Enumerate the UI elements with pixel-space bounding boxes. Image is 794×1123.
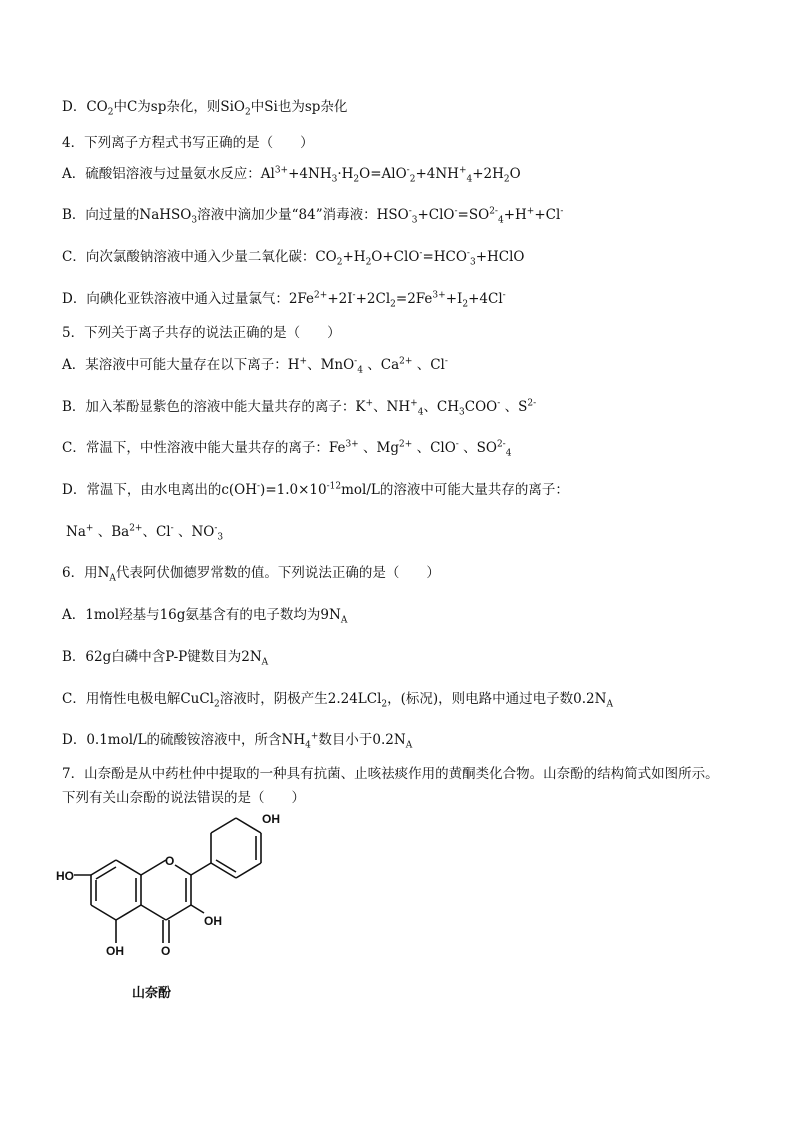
option-6a: A．1mol羟基与16g氨基含有的电子数均为$9N_A$ <box>62 607 348 626</box>
bond <box>191 905 204 913</box>
option-5a: A．某溶液中可能大量存在以下离子：H+、MnO-$_4$ 、$Ca^{2+}$ 、Cl- <box>62 356 448 376</box>
bond <box>175 865 191 875</box>
option-5b: B．加入苯酚显紫色的溶液中能大量共存的离子：K+、$NH^+_4$、$CH_3COO^-$ 、$S^{2-}$ <box>62 398 537 418</box>
question-4: 4．下列离子方程式书写正确的是（ ） <box>62 135 314 151</box>
option-4b: B．向过量的NaHSO$_3$溶液中滴加少量“84”消毒液：$HSO^-_3+ClO^-=SO^{2-}_4+H^++Cl^-$ <box>62 206 564 226</box>
question-6: 6．用$N_A$代表阿伏伽德罗常数的值。下列说法正确的是（ ） <box>62 565 440 584</box>
label-o-keto: O <box>161 944 171 958</box>
bond <box>141 860 166 875</box>
option-4d: D．向碘化亚铁溶液中通入过量氯气：$2Fe^{2+}+2I^-+2Cl_2=2Fe^{3+}+I_2+4Cl^-$ <box>62 290 506 310</box>
label-o-ring: O <box>165 854 175 868</box>
option-4a: A．硫酸铝溶液与过量氨水反应：$Al^{3+}+4NH_3\cdot H_2O=AlO^-_2+4NH^+_4+2H_2O$ <box>62 165 521 185</box>
option-6d: D．0.1mol/L的硫酸铵溶液中，所含$NH_4^+$数目小于$0.2N_A$ <box>62 731 413 751</box>
bond <box>191 863 211 875</box>
bond <box>141 905 166 920</box>
bond <box>236 863 261 878</box>
label-oh-top: OH <box>262 812 280 826</box>
option-6c: C．用惰性电极电解CuCl$_2$溶液时，阴极产生2.24LCl$_2$，(标况)，则电路中通过电子数$0.2N_A$ <box>62 691 613 710</box>
bond <box>211 818 236 833</box>
option-5d-ions: Na+ 、$Ba^{2+}$、Cl- 、$NO^-_3$ <box>66 523 224 543</box>
option-5d: D．常温下，由水电离出的$c(OH^-)=1.0\times 10^{-12}mol/L$的溶液中可能大量共存的离子： <box>62 481 569 498</box>
option-5c: C．常温下，中性溶液中能大量共存的离子：$Fe^{3+}$ 、$Mg^{2+}$ 、ClO- 、$SO^{2-}_4$ <box>62 439 512 459</box>
label-oh-bottom: OH <box>106 944 124 958</box>
bond <box>236 818 261 833</box>
label-oh-right: OH <box>204 914 222 928</box>
question-7-line2: 下列有关山奈酚的说法错误的是（ ） <box>62 790 305 806</box>
structure-caption: 山奈酚 <box>132 986 172 1001</box>
bond <box>116 905 141 920</box>
option-6b: B．62g白磷中含P-P键数目为$2N_A$ <box>62 649 269 668</box>
kaempferol-structure-image <box>56 812 294 1005</box>
bond <box>166 905 191 920</box>
bond <box>116 860 141 875</box>
bond <box>91 860 116 875</box>
question-5: 5．下列关于离子共存的说法正确的是（ ） <box>62 325 341 341</box>
bond <box>216 860 236 872</box>
question-7: 7．山奈酚是从中药杜仲中提取的一种具有抗菌、止咳祛痰作用的黄酮类化合物。山奈酚的结构简式如图所示。 <box>62 766 719 782</box>
label-ho-left: HO <box>56 869 74 883</box>
option-3d: D．$CO_2$中C为sp杂化，则SiO$_2$中Si也为sp杂化 <box>62 99 348 118</box>
option-4c: C．向次氯酸钠溶液中通入少量二氧化碳：$CO_2+H_2O+ClO^-=HCO^-_3+HClO$ <box>62 248 525 268</box>
bond <box>91 905 116 920</box>
bond <box>96 867 116 879</box>
